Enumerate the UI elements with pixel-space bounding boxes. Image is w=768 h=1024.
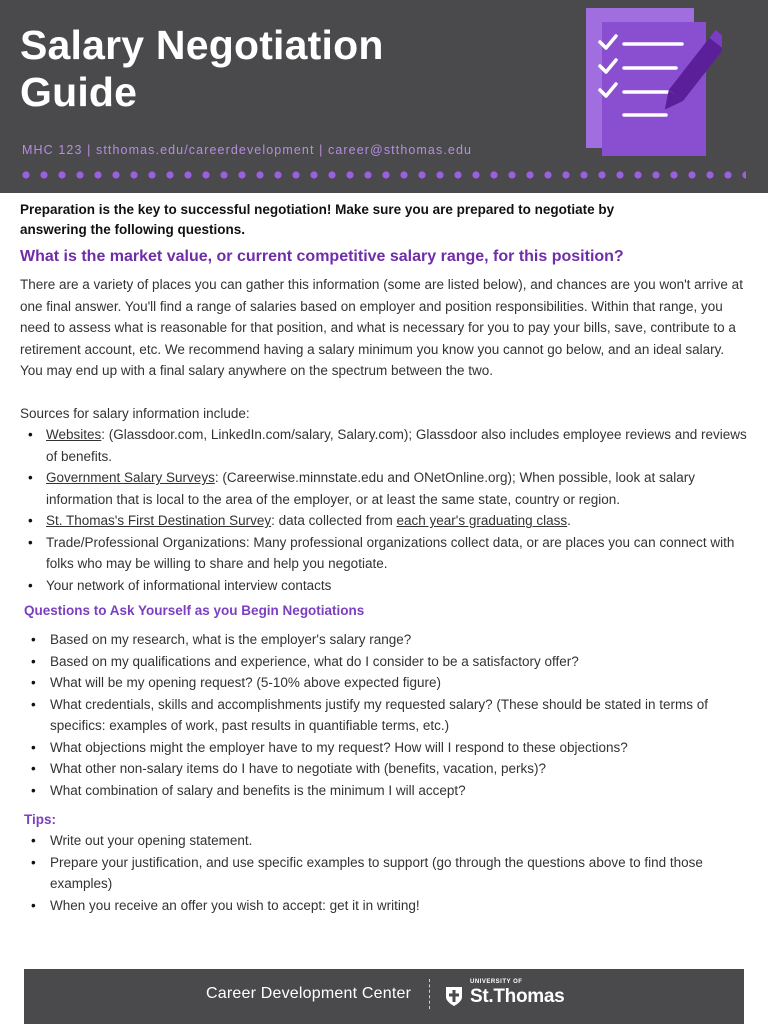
graduating-class-link[interactable]: each year's graduating class <box>396 513 568 528</box>
logo-small-text: UNIVERSITY OF <box>470 979 523 985</box>
market-value-paragraph: There are a variety of places you can gather this information (some are listed below), and chances are you won't arrive at one final answer. You'll find a range of salaries based on employer and position responsibilities. Within that range, you need to assess what is reasonable for that position, and what is necessary for you to pay your bills, save, contribute to a retirement account, etc. We recommend having a salary minimum you know you cannot go below, and an ideal salary. You may end up with a final salary anywhere on the spectrum between the two. <box>20 277 743 378</box>
trade-organizations-text: Trade/Professional Organizations: Many professional organizations collect data, or are places you can connect with folks who may be willing to share and help you negotiate. <box>46 534 735 571</box>
list-item: • What other non-salary items do I have to negotiate with (benefits, vacation, perks)? <box>20 758 748 780</box>
sources-label: Sources for salary information include: <box>20 405 250 421</box>
list-item: • Based on my qualifications and experience, what do I consider to be a satisfactory offer? <box>20 651 748 673</box>
main-content <box>20 200 748 916</box>
list-item <box>20 575 748 597</box>
logo-big-text: St.Thomas <box>470 986 565 1007</box>
list-item: • When you receive an offer you wish to accept: get it in writing! <box>20 895 748 917</box>
questions-list <box>20 629 748 801</box>
tips-list <box>20 830 748 916</box>
list-item <box>20 532 748 575</box>
websites-link[interactable]: Websites <box>46 427 102 442</box>
list-item: • Write out your opening statement. <box>20 830 748 852</box>
first-destination-survey-link[interactable]: St. Thomas's First Destination Survey <box>46 513 272 528</box>
list-item: • What combination of salary and benefits is the minimum I will accept? <box>20 780 748 802</box>
market-value-heading: What is the market value, or current competitive salary range, for this position? <box>20 248 624 265</box>
checklist-pencil-icon <box>586 8 722 160</box>
intro-text: Preparation is the key to successful negotiation! Make sure you are prepared to negotiate by answering the following questions. <box>20 202 615 237</box>
list-item <box>20 424 748 467</box>
page-title <box>20 22 384 116</box>
sources-list <box>20 424 748 596</box>
list-item <box>20 510 748 532</box>
list-item <box>20 467 748 510</box>
government-surveys-text: : (Careerwise.minnstate.edu and ONetOnline.org); When possible, look at salary information that is local to the area of the employer, or at least the same state, country or region. <box>46 470 696 507</box>
websites-text: : (Glassdoor.com, LinkedIn.com/salary, Salary.com); Glassdoor also includes employee reviews and reviews of benefits. <box>46 427 747 464</box>
st-thomas-logo <box>440 977 570 1013</box>
tips-heading: Tips: <box>24 812 57 827</box>
questions-heading: Questions to Ask Yourself as you Begin Negotiations <box>24 603 365 618</box>
title-line-2: Guide <box>20 69 138 115</box>
footer-banner <box>24 969 744 1024</box>
first-destination-survey-end: . <box>567 513 571 528</box>
first-destination-survey-text: : data collected from <box>271 513 397 528</box>
footer-divider <box>429 979 430 1009</box>
shield-icon <box>444 985 464 1007</box>
title-line-1: Salary Negotiation <box>20 22 384 68</box>
network-text: Your network of informational interview contacts <box>46 577 332 593</box>
list-item: • What will be my opening request? (5-10% above expected figure) <box>20 672 748 694</box>
list-item: • Prepare your justification, and use specific examples to support (go through the questions above to find those examples) <box>20 852 748 895</box>
government-surveys-link[interactable]: Government Salary Surveys <box>46 470 215 485</box>
dotted-divider <box>22 170 746 180</box>
list-item: • What credentials, skills and accomplishments justify my requested salary? (These should be stated in terms of specifics: examples of work, past results in quantifiable terms, etc.) <box>20 694 748 737</box>
career-center-label: Career Development Center <box>206 985 412 1002</box>
list-item: • Based on my research, what is the employer's salary range? <box>20 629 748 651</box>
contact-info: MHC 123 | stthomas.edu/careerdevelopment | career@stthomas.edu <box>22 143 473 157</box>
header-banner <box>0 0 768 193</box>
list-item: • What objections might the employer have to my request? How will I respond to these objections? <box>20 737 748 759</box>
